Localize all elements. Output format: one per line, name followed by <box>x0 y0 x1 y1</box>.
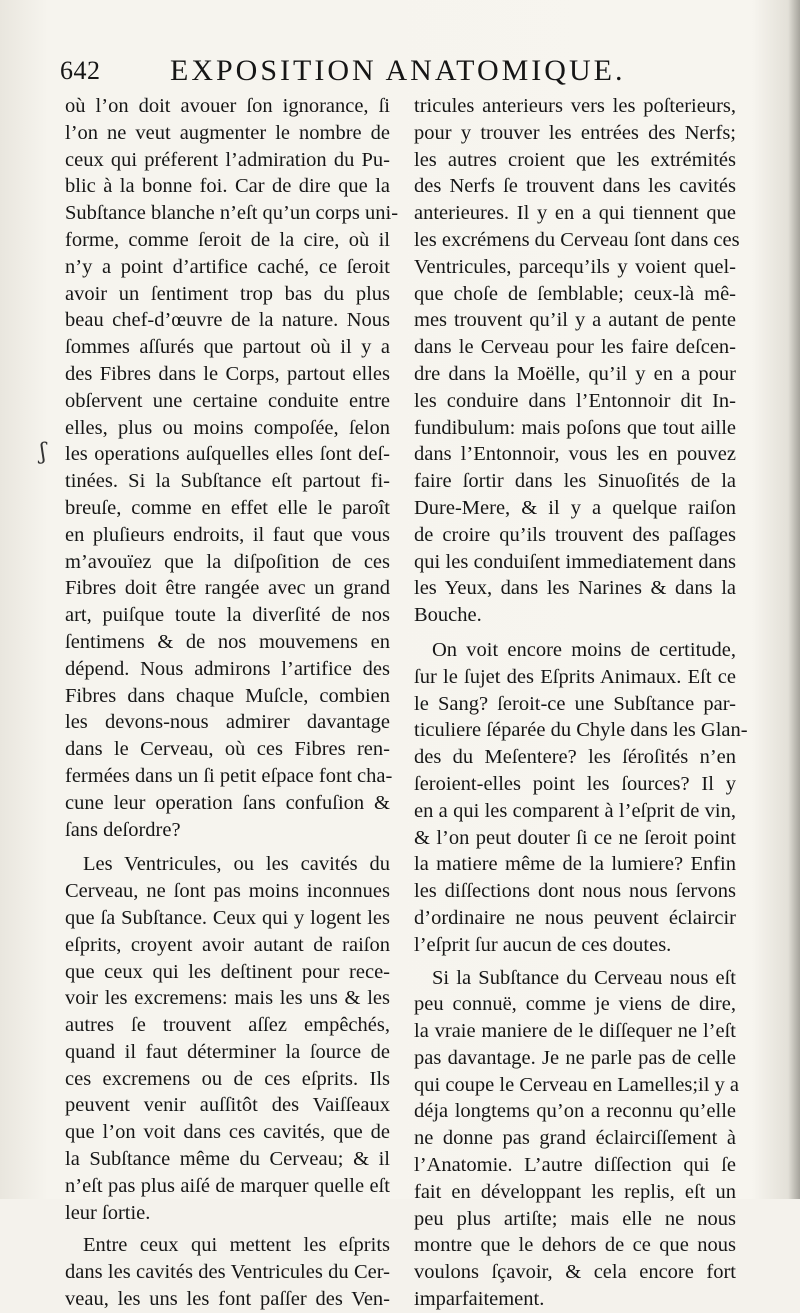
text-line: fait en développant les replis, eſt un <box>414 1180 736 1203</box>
text-line: faire ſortir dans les Sinuoſités de la <box>414 470 736 493</box>
text-line: voulons ſçavoir, & cela encore fort <box>414 1261 736 1284</box>
text-line: l’on ne veut augmenter le nombre de <box>65 121 390 144</box>
text-line: Fibres dans chaque Muſcle, combien <box>65 684 390 707</box>
paragraph <box>414 965 740 1313</box>
text-line: breuſe, comme en effet elle le paroît <box>65 496 390 519</box>
text-line: en pluſieurs endroits, il faut que vous <box>65 523 390 546</box>
text-line: des Nerfs ſe trouvent dans les cavités <box>414 175 736 198</box>
paragraph <box>65 1232 390 1312</box>
text-line: que choſe de ſemblable; ceux-là mê- <box>414 282 736 305</box>
text-line: peu plus artiſte; mais elle ne nous <box>414 1207 736 1230</box>
text-line: que ceux qui les deſtinent pour rece- <box>65 960 390 983</box>
text-line: les autres croient que les extrémités <box>414 148 736 171</box>
text-line: Ventricules, parcequ’ils y voient quel- <box>414 255 736 278</box>
text-line: anterieures. Il y en a qui tiennent que <box>414 202 736 225</box>
running-title: EXPOSITION ANATOMIQUE. <box>170 54 626 87</box>
text-line: dans le Cerveau pour les faire deſcen- <box>414 336 736 359</box>
right-column <box>414 93 748 1313</box>
text-line: Entre ceux qui mettent les eſprits <box>83 1234 390 1257</box>
text-line: où l’on doit avouer ſon ignorance, ſi <box>65 95 390 117</box>
text-line: avoir un ſentiment trop bas du plus <box>65 282 390 305</box>
text-line: dépend. Nous admirons l’artifice des <box>65 657 390 680</box>
text-line: les excrémens du Cerveau ſont dans ces <box>414 228 740 251</box>
text-line: en a qui les comparent à l’eſprit de vin, <box>414 799 736 822</box>
text-line: autres ſe trouvent aſſez empêchés, <box>65 1014 390 1037</box>
text-line: qui les conduiſent immediatement dans <box>414 550 736 573</box>
text-line: eſprits, croyent avoir autant de raiſon <box>65 933 390 956</box>
text-line: dre dans la Moëlle, qu’il y en a pour <box>414 362 736 385</box>
text-line: les diſſections dont nous nous ſervons <box>414 880 736 903</box>
text-line: dans le Cerveau, où ces Fibres ren- <box>65 738 390 761</box>
text-line: Subſtance blanche n’eſt qu’un corps uni- <box>65 202 399 225</box>
left-column <box>65 93 399 1313</box>
text-line: ſeroient-elles point les ſources? Il y <box>414 772 736 795</box>
text-line: que ſa Subſtance. Ceux qui y logent les <box>65 906 390 929</box>
text-line: les Yeux, dans les Narines & dans la <box>414 577 736 600</box>
text-line: Les Ventricules, ou les cavités du <box>83 853 390 876</box>
page-gutter-shadow <box>788 0 800 1199</box>
text-line: On voit encore moins de certitude, <box>432 638 736 661</box>
text-line: leur ſortie. <box>65 1201 151 1224</box>
text-line: imparfaitement. <box>414 1288 545 1311</box>
text-line: blic à la bonne foi. Car de dire que la <box>65 175 390 198</box>
paragraph <box>414 637 748 959</box>
text-line: peu connuë, comme je viens de dire, <box>414 993 736 1016</box>
text-line: ne donne pas grand éclairciſſement à <box>414 1127 736 1150</box>
text-line: que l’on voit dans ces cavités, que de <box>65 1121 390 1144</box>
text-line: peuvent venir auſſitôt des Vaiſſeaux <box>65 1094 390 1117</box>
text-line: la Subſtance même du Cerveau; & il <box>65 1148 390 1171</box>
text-line: Dure-Mere, & il y a quelque raiſon <box>414 496 736 519</box>
text-line: les devons-nous admirer davantage <box>65 711 390 734</box>
text-line: pour y trouver les entrées des Nerfs; <box>414 121 736 144</box>
text-line: le Sang? ſeroit-ce une Subſtance par- <box>414 692 736 715</box>
text-line: Si la Subſtance du Cerveau nous eſt <box>432 966 736 989</box>
text-line: les conduire dans l’Entonnoir dit In- <box>414 389 736 412</box>
text-line: tricules anterieurs vers les poſterieurs, <box>414 95 736 117</box>
text-line: dans l’Entonnoir, vous les en pouvez <box>414 443 736 466</box>
text-line: l’eſprit ſur aucun de ces doutes. <box>414 933 672 956</box>
paragraph <box>65 93 399 843</box>
text-line: n’eſt pas plus aiſé de marquer quelle eſt <box>65 1174 390 1197</box>
text-line: mes trouvent qu’il y a autant de pente <box>414 309 736 332</box>
paragraph <box>65 851 390 1226</box>
text-line: l’Anatomie. L’autre diſſection qui ſe <box>414 1154 736 1177</box>
text-line: ſans deſordre? <box>65 818 181 841</box>
text-line: des du Meſentere? les ſéroſités n’en <box>414 746 736 769</box>
text-line: dans les cavités des Ventricules du Cer- <box>65 1261 390 1284</box>
text-line: des Fibres dans le Corps, partout elles <box>65 362 390 385</box>
text-line: forme, comme ſeroit de la cire, où il <box>65 228 390 251</box>
text-line: Bouche. <box>414 604 482 627</box>
text-line: beau chef-d’œuvre de la nature. Nous <box>65 309 390 332</box>
text-line: d’ordinaire ne nous peuvent éclaircir <box>414 906 736 929</box>
text-line: ſentimens & de nos mouvemens en <box>65 630 390 653</box>
text-line: de croire qu’ils trouvent des paſſages <box>414 523 736 546</box>
text-line: montre que le dehors de ce que nous <box>414 1234 736 1257</box>
text-line: fermées dans un ſi petit eſpace font cha- <box>65 764 393 787</box>
text-line: la matiere même de la lumiere? Enfin <box>414 853 736 876</box>
text-line: ſur le ſujet des Eſprits Animaux. Eſt ce <box>414 665 736 688</box>
text-line: tinées. Si la Subſtance eſt partout fi- <box>65 470 390 493</box>
text-line: cune leur operation ſans confuſion & <box>65 791 390 814</box>
page-number: 642 <box>60 56 101 85</box>
text-line: fundibulum: mais poſons que tout aille <box>414 416 736 439</box>
text-line: obſervent une certaine conduite entre <box>65 389 390 412</box>
text-line: elles, plus ou moins compoſée, ſelon <box>65 416 390 439</box>
page-header <box>60 52 780 92</box>
text-line: les operations auſquelles elles ſont deſ- <box>65 443 390 466</box>
text-line: ces excremens ou de ces eſprits. Ils <box>65 1067 390 1090</box>
text-line: & l’on peut douter ſi ce ne ſeroit point <box>414 826 736 849</box>
text-line: voir les excremens: mais les uns & les <box>65 987 390 1010</box>
text-line: pas davantage. Je ne parle pas de celle <box>414 1046 736 1069</box>
text-line: qui coupe le Cerveau en Lamelles;il y a <box>414 1073 740 1096</box>
text-line: veau, les uns les font paſſer des Ven- <box>65 1288 390 1311</box>
text-line: n’y a point d’artifice caché, ce ſeroit <box>65 255 390 278</box>
text-line: la vraie maniere de le diſſequer ne l’eſt <box>414 1020 736 1043</box>
text-line: ceux qui préferent l’admiration du Pu- <box>65 148 390 171</box>
text-line: Fibres doit être rangée avec un grand <box>65 577 390 600</box>
margin-mark: ʃ <box>40 440 46 465</box>
text-line: ticuliere ſéparée du Chyle dans les Glan- <box>414 719 748 742</box>
text-line: déja longtems qu’on a reconnu qu’elle <box>414 1100 736 1123</box>
paragraph <box>414 93 740 629</box>
text-line: quand il faut déterminer la ſource de <box>65 1040 390 1063</box>
text-line: art, puiſque toute la diverſité de nos <box>65 604 390 627</box>
text-line: ſommes aſſurés que partout où il y a <box>65 336 390 359</box>
text-line: Cerveau, ne ſont pas moins inconnues <box>65 880 390 903</box>
text-line: m’avouïez que la diſpoſition de ces <box>65 550 390 573</box>
